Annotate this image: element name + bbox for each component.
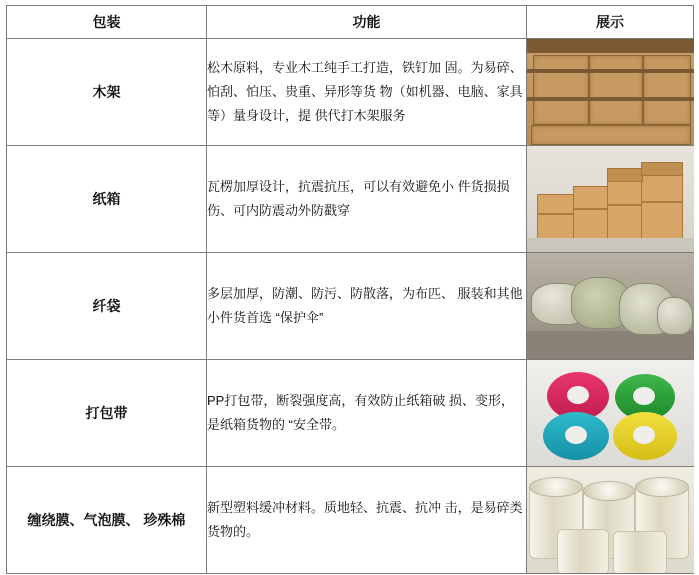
package-name-carton: 纸箱 — [7, 146, 207, 253]
table-row — [7, 39, 694, 146]
column-header-package: 包装 — [7, 6, 207, 39]
packaging-table — [6, 5, 694, 574]
table-row — [7, 253, 694, 360]
table-header — [7, 6, 694, 39]
package-name-strapping: 打包带 — [7, 360, 207, 467]
package-photo-cell-wood-crate — [527, 39, 694, 146]
package-name-wood-crate: 木架 — [7, 39, 207, 146]
package-function-carton: 瓦楞加厚设计，抗震抗压，可以有效避免小 件货损损伤、可内防震动外防戳穿 — [207, 146, 527, 253]
table-row — [7, 467, 694, 574]
package-photo-cell-strapping — [527, 360, 694, 467]
package-name-film: 缠绕膜、气泡膜、 珍殊棉 — [7, 467, 207, 574]
package-name-woven-bag: 纤袋 — [7, 253, 207, 360]
package-function-wood-crate: 松木原料，专业木工纯手工打造，铁钉加 固。为易碎、怕刮、怕压、贵重、异形等货 物（如机器、电脑、家具等）量身设计，提 供代打木架服务 — [207, 39, 527, 146]
column-header-function: 功能 — [207, 6, 527, 39]
package-function-woven-bag: 多层加厚，防潮、防污、防散落，为布匹、 服装和其他小件货首选 “保护伞” — [207, 253, 527, 360]
table-header-row — [7, 6, 694, 39]
package-photo-cell-carton — [527, 146, 694, 253]
table-row — [7, 360, 694, 467]
wooden-crate-photo — [527, 39, 694, 145]
stretch-film-photo — [527, 467, 694, 573]
package-photo-cell-woven-bag — [527, 253, 694, 360]
package-function-film: 新型塑料缓冲材料。质地轻、抗震、抗冲 击，是易碎类货物的。 — [207, 467, 527, 574]
strapping-reel-photo — [527, 360, 694, 466]
table-row — [7, 146, 694, 253]
table-body — [7, 39, 694, 574]
woven-bag-photo — [527, 253, 694, 359]
carton-box-photo — [527, 146, 694, 252]
packaging-table-document — [0, 5, 699, 575]
package-function-strapping: PP打包带，断裂强度高，有效防止纸箱破 损、变形，是纸箱货物的 “安全带。 — [207, 360, 527, 467]
package-photo-cell-film — [527, 467, 694, 574]
column-header-display: 展示 — [527, 6, 694, 39]
